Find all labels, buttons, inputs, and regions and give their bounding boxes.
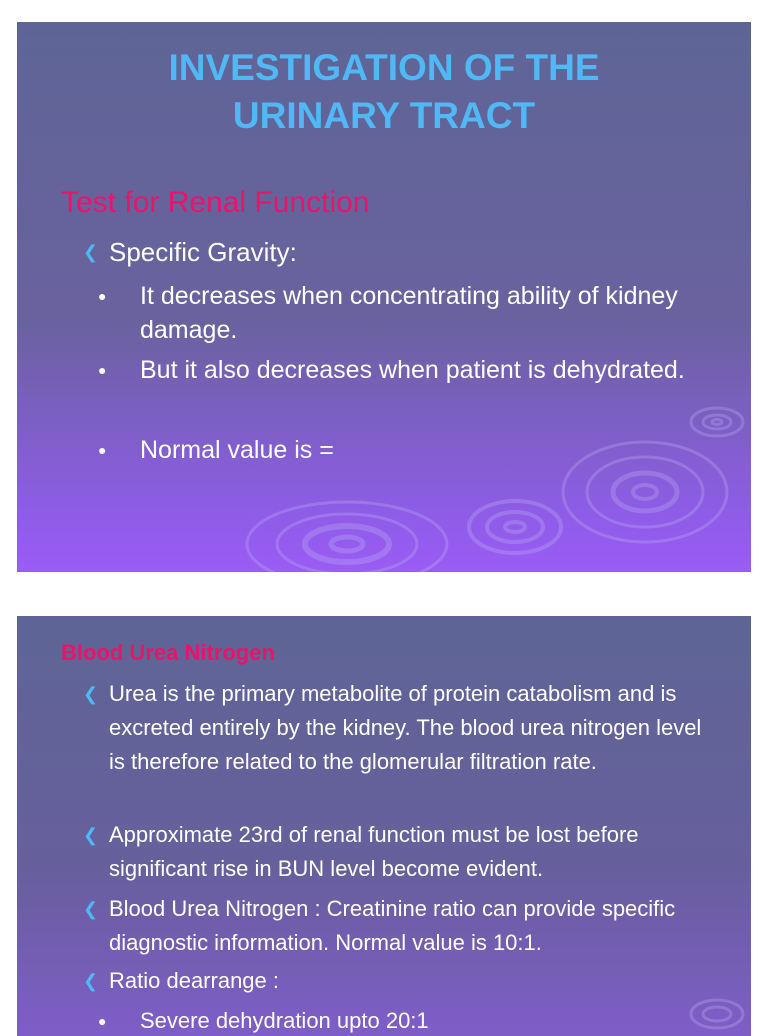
arrow-bullet-icon: ❮: [83, 825, 99, 845]
sub-list-item-text: Normal value is =: [140, 436, 334, 464]
list-item-text: Blood Urea Nitrogen : Creatinine ratio can provide specific diagnostic information. Normal value is 10:1.: [109, 896, 676, 955]
dot-bullet-icon: ●: [98, 288, 107, 304]
arrow-bullet-icon: ❮: [83, 684, 99, 704]
list-item: [83, 964, 719, 998]
sub-list-item-text: But it also decreases when patient is dehydrated.: [140, 356, 685, 384]
arrow-bullet-icon: ❮: [83, 971, 99, 991]
sub-list-item: [98, 279, 700, 347]
sub-list-item-text: Severe dehydration upto 20:1: [140, 1008, 429, 1033]
sub-list-item: [98, 1004, 700, 1036]
dot-bullet-icon: ●: [98, 362, 107, 378]
list-item-specific-gravity: [83, 235, 719, 269]
slide-1: [17, 22, 751, 572]
title-line-1: INVESTIGATION OF THE: [168, 47, 600, 88]
sub-list-item: [98, 353, 700, 387]
arrow-bullet-icon: ❮: [83, 899, 99, 919]
list-item: [83, 892, 719, 960]
arrow-bullet-icon: ❮: [83, 242, 99, 262]
title-line-2: URINARY TRACT: [232, 95, 536, 136]
section-heading: Test for Renal Function: [61, 186, 370, 219]
dot-bullet-icon: ●: [98, 1013, 107, 1029]
slide-title: [17, 44, 751, 140]
dot-bullet-icon: ●: [98, 442, 107, 458]
slide-2: [17, 616, 751, 1036]
list-item-text: Approximate 23rd of renal function must be lost before significant rise in BUN level become evident.: [109, 822, 639, 881]
sub-list-item-text: It decreases when concentrating ability of kidney damage.: [140, 282, 678, 344]
section-heading: Blood Urea Nitrogen: [61, 640, 275, 665]
list-item: [83, 818, 719, 886]
list-item-text: Ratio dearrange :: [109, 968, 279, 993]
list-item-text: Specific Gravity:: [109, 237, 297, 267]
list-item-text: Urea is the primary metabolite of protein catabolism and is excreted entirely by the kidney. The blood urea nitrogen level is therefore related to the glomerular filtration rate.: [109, 681, 702, 774]
list-item: [83, 677, 719, 779]
sub-list-item: [98, 433, 700, 467]
